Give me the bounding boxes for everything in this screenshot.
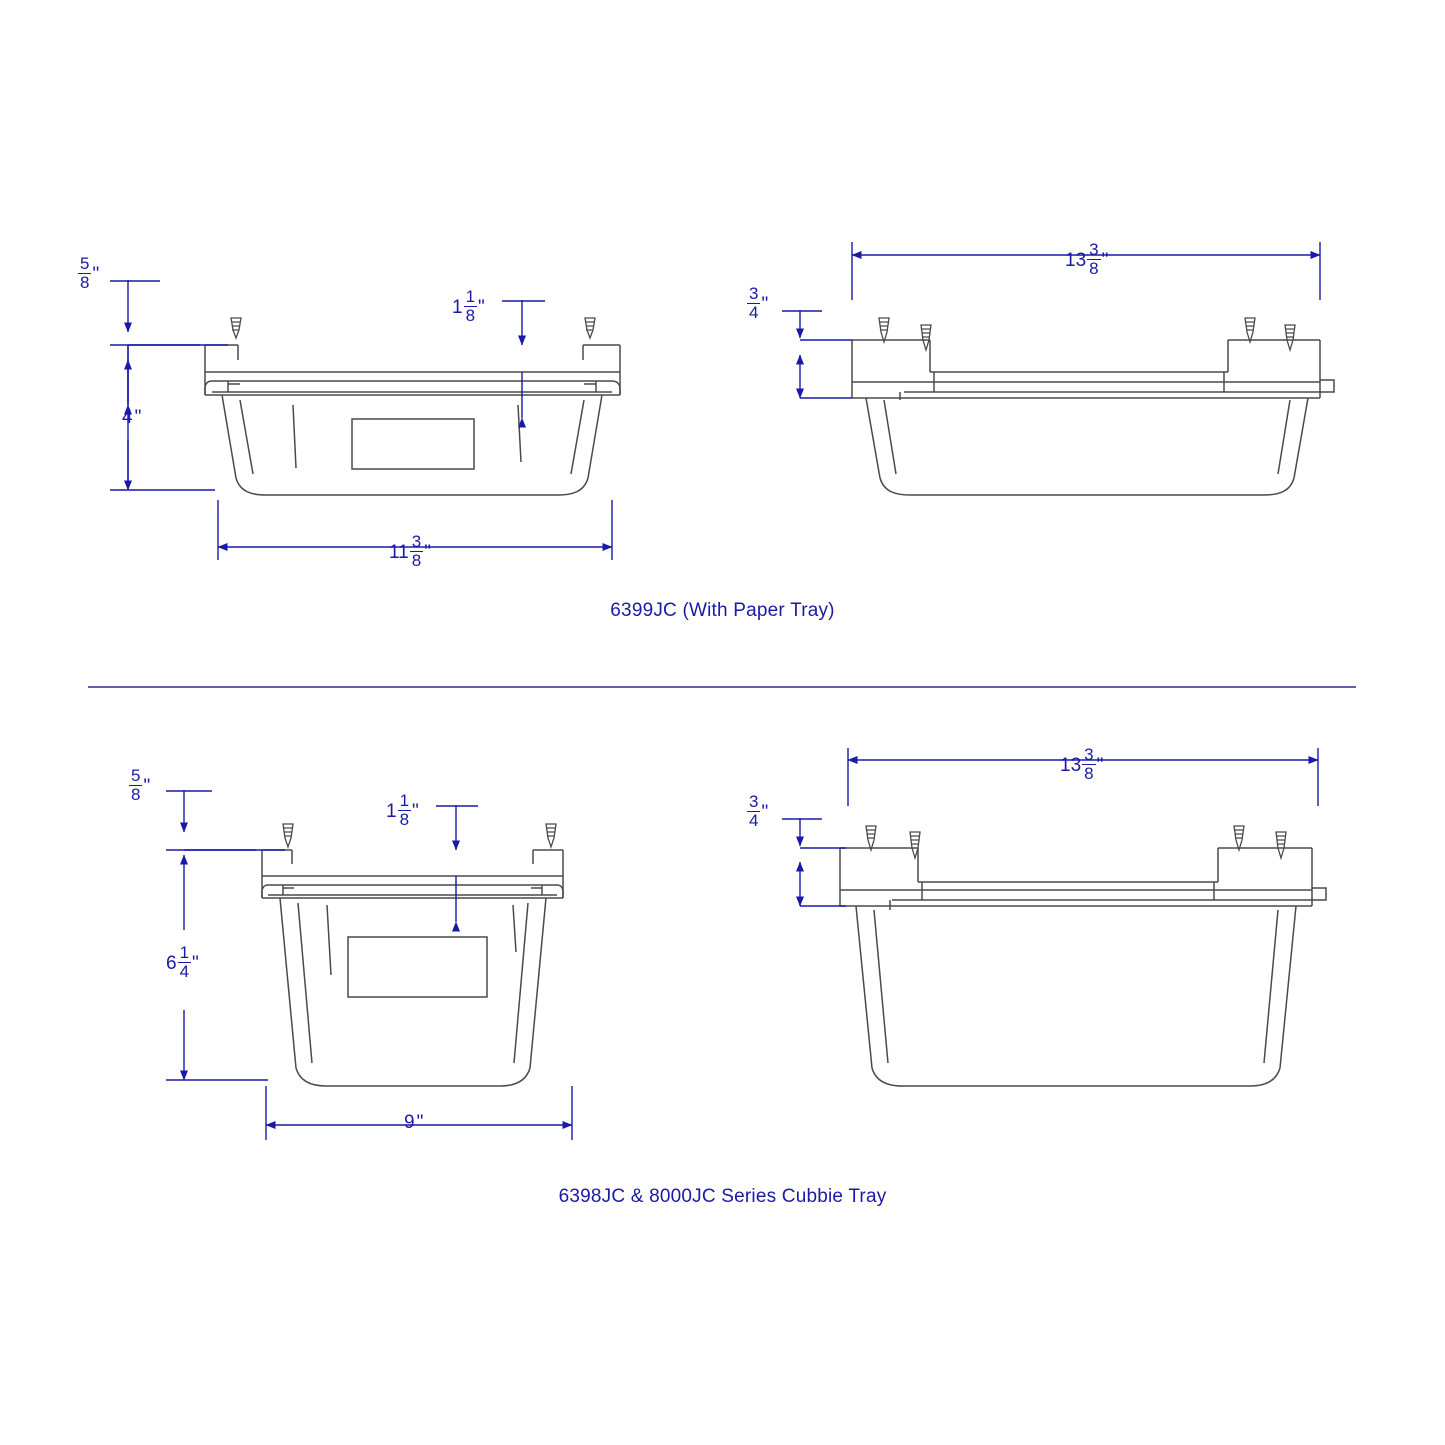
dim-whole: 13: [1065, 249, 1087, 271]
dim-denominator: 4: [749, 810, 759, 830]
dimension-bottom-front-width: [404, 1113, 423, 1132]
dim-numerator: 5: [131, 766, 141, 785]
dim-units: ": [1101, 249, 1109, 271]
caption-bottom-assembly: 6398JC & 8000JC Series Cubbie Tray: [558, 1186, 887, 1207]
dim-units: ": [424, 541, 431, 563]
dimension-top-front-width: [389, 534, 431, 571]
dimension-top-side-length: [1065, 242, 1108, 279]
dim-numerator: 3: [749, 792, 759, 811]
dim-units: ": [416, 1112, 424, 1133]
dim-units: ": [761, 293, 769, 315]
dim-denominator: 4: [179, 961, 190, 981]
dimension-bottom-side-length: [1060, 747, 1103, 784]
dim-whole: 6: [166, 952, 177, 974]
bottom-front-dimension-lines: [166, 790, 572, 1140]
dim-units: ": [92, 263, 100, 285]
bottom-front-geometry: [262, 850, 563, 1086]
dim-denominator: 4: [749, 302, 759, 322]
top-side-screws: [879, 318, 1295, 350]
dim-denominator: 8: [80, 272, 90, 292]
dim-numerator: 1: [179, 943, 190, 962]
dimension-top-side-flange: [746, 286, 768, 323]
dimension-bottom-side-flange: [746, 794, 768, 831]
dimension-bottom-front-lip: [386, 793, 419, 830]
dimension-top-front-height: [122, 408, 141, 427]
dim-numerator: 3: [749, 284, 759, 303]
bottom-side-screws: [866, 826, 1286, 858]
top-front-geometry: [205, 345, 620, 495]
dim-numerator: 1: [465, 287, 476, 306]
dim-units: ": [134, 407, 142, 428]
top-front-dimension-lines: [110, 280, 612, 563]
dim-denominator: 8: [399, 809, 410, 829]
dim-whole: 1: [386, 800, 397, 822]
dim-units: ": [412, 800, 419, 822]
bottom-side-geometry: [840, 848, 1326, 1086]
dim-denominator: 8: [411, 550, 422, 570]
dim-numerator: 3: [1084, 745, 1094, 764]
dim-units: ": [478, 296, 485, 318]
dim-denominator: 8: [1084, 763, 1094, 783]
top-front-screws: [231, 318, 595, 338]
dim-units: ": [1096, 754, 1104, 776]
dim-whole: 11: [389, 541, 409, 563]
top-side-geometry: [852, 340, 1334, 495]
dim-denominator: 8: [465, 305, 476, 325]
dimension-bottom-front-height: [166, 945, 199, 982]
dim-units: ": [761, 801, 769, 823]
dimension-top-front-top-flange: [77, 256, 99, 293]
dim-numerator: 5: [80, 254, 90, 273]
dim-units: ": [192, 952, 199, 974]
dimension-top-front-lip: [452, 289, 485, 326]
caption-top-assembly: 6399JC (With Paper Tray): [610, 600, 835, 621]
dim-units: ": [143, 775, 151, 797]
dim-denominator: 8: [131, 784, 141, 804]
bottom-front-screws: [283, 824, 556, 847]
dim-whole: 4: [122, 407, 133, 428]
dim-whole: 9: [404, 1112, 415, 1133]
top-side-dimension-lines: [782, 242, 1320, 398]
dim-numerator: 1: [399, 791, 410, 810]
dim-whole: 13: [1060, 754, 1082, 776]
dim-whole: 1: [452, 296, 463, 318]
dim-numerator: 3: [1089, 240, 1099, 259]
dimension-bottom-front-top-flange: [128, 768, 150, 805]
dim-denominator: 8: [1089, 258, 1099, 278]
dim-numerator: 3: [411, 532, 422, 551]
